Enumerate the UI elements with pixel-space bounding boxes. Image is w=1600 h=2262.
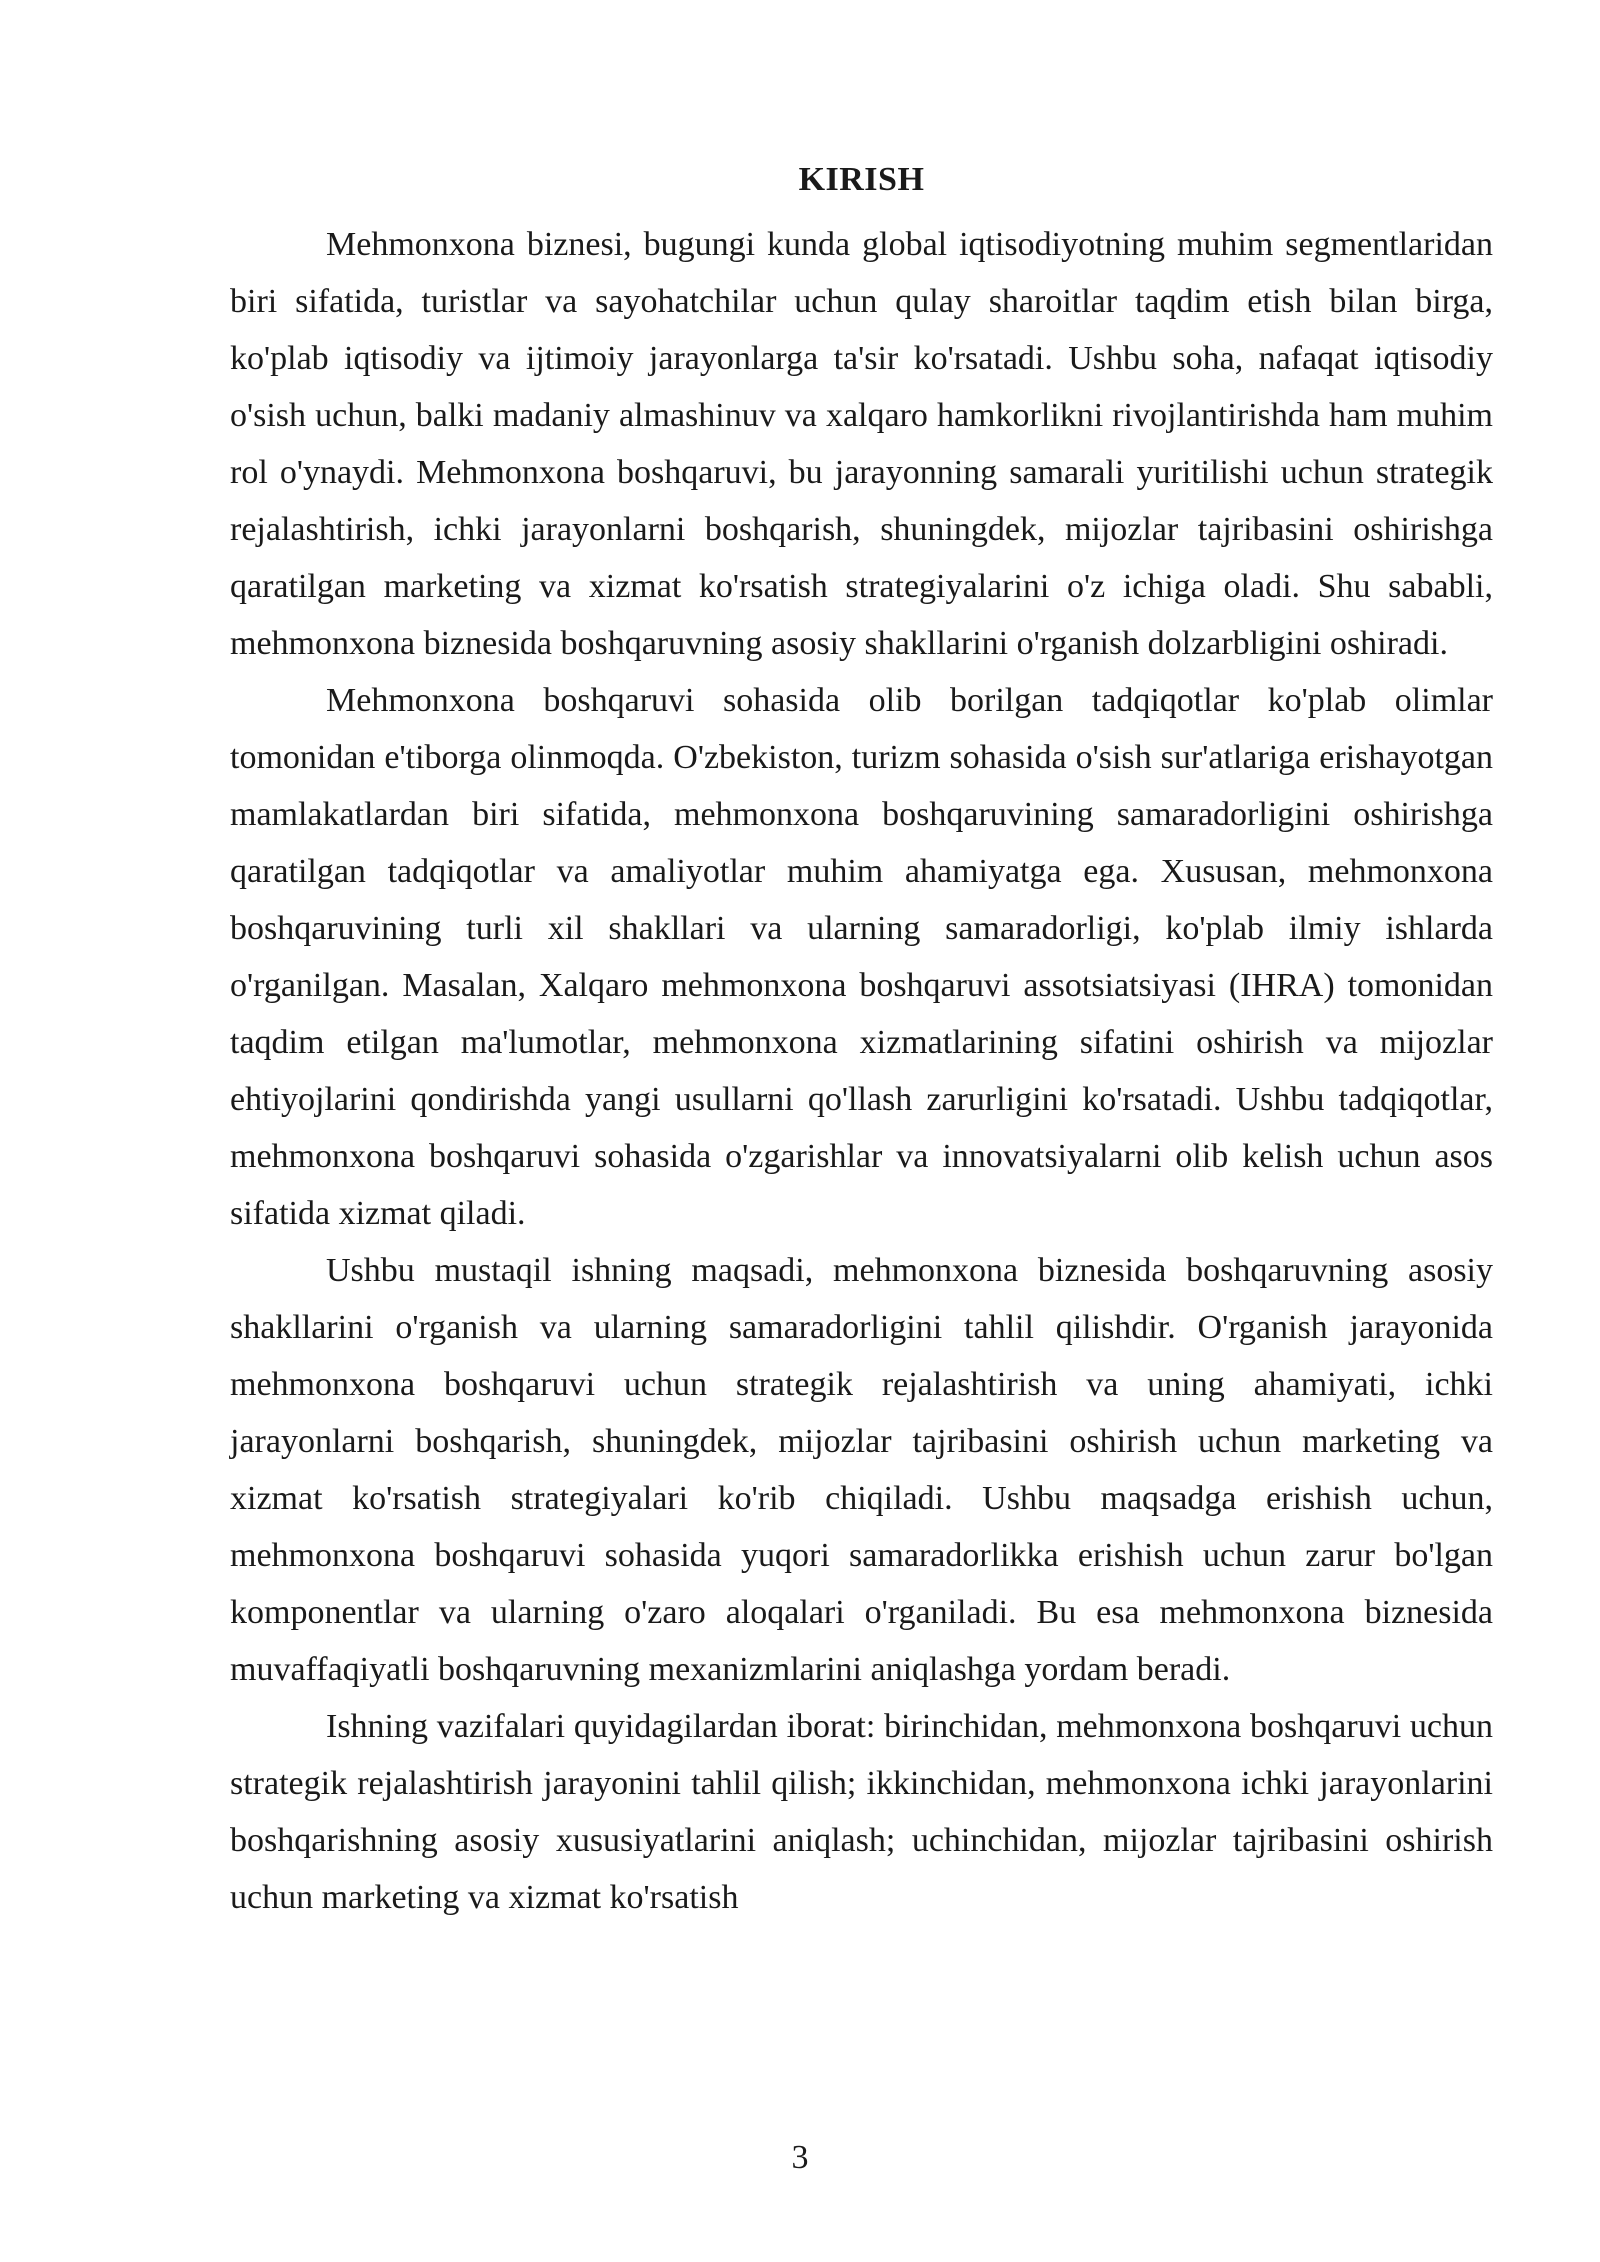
paragraph-3: Ushbu mustaqil ishning maqsadi, mehmonxona biznesida boshqaruvning asosiy shakllarini o'rganish va ularning samaradorligini tahlil qilishdir. O'rganish jarayonida mehmonxona boshqaruvi uchun strategik rejalashtirish va uning ahamiyati, ichki jarayonlarni boshqarish, shuningdek, mijozlar tajribasini oshirish uchun marketing va xizmat ko'rsatish strategiyalari ko'rib chiqiladi. Ushbu maqsadga erishish uchun, mehmonxona boshqaruvi sohasida yuqori samaradorlikka erishish uchun zarur bo'lgan komponentlar va ularning o'zaro aloqalari o'rganiladi. Bu esa mehmonxona biznesida muvaffaqiyatli boshqaruvning mexanizmlarini aniqlashga yordam beradi. — [230, 1252, 1493, 1688]
page-number: 3 — [791, 2139, 809, 2176]
paragraph-2: Mehmonxona boshqaruvi sohasida olib borilgan tadqiqotlar ko'plab olimlar tomonidan e'tiborga olinmoqda. O'zbekiston, turizm sohasida o'sish sur'atlariga erishayotgan mamlakatlardan biri sifatida, mehmonxona boshqaruvining samaradorligini oshirishga qaratilgan tadqiqotlar va amaliyotlar muhim ahamiyatga ega. Xususan, mehmonxona boshqaruvining turli xil shakllari va ularning samaradorligi, ko'plab ilmiy ishlarda o'rganilgan. Masalan, Xalqaro mehmonxona boshqaruvi assotsiatsiyasi (IHRA) tomonidan taqdim etilgan ma'lumotlar, mehmonxona xizmatlarining sifatini oshirish va mijozlar ehtiyojlarini qondirishda yangi usullarni qo'llash zarurligini ko'rsatadi. Ushbu tadqiqotlar, mehmonxona boshqaruvi sohasida o'zgarishlar va innovatsiyalarni olib kelish uchun asos sifatida xizmat qiladi. — [230, 682, 1493, 1232]
paragraph-4: Ishning vazifalari quyidagilardan iborat: birinchidan, mehmonxona boshqaruvi uchun strategik rejalashtirish jarayonini tahlil qilish; ikkinchidan, mehmonxona ichki jarayonlarini boshqarishning asosiy xususiyatlarini aniqlash; uchinchidan, mijozlar tajribasini oshirish uchun marketing va xizmat ko'rsatish — [230, 1708, 1493, 1916]
paragraph-1: Mehmonxona biznesi, bugungi kunda global iqtisodiyotning muhim segmentlaridan biri sifatida, turistlar va sayohatchilar uchun qulay sharoitlar taqdim etish bilan birga, ko'plab iqtisodiy va ijtimoiy jarayonlarga ta'sir ko'rsatadi. Ushbu soha, nafaqat iqtisodiy o'sish uchun, balki madaniy almashinuv va xalqaro hamkorlikni rivojlantirishda ham muhim rol o'ynaydi. Mehmonxona boshqaruvi, bu jarayonning samarali yuritilishi uchun strategik rejalashtirish, ichki jarayonlarni boshqarish, shuningdek, mijozlar tajribasini oshirishga qaratilgan marketing va xizmat ko'rsatish strategiyalarini o'z ichiga oladi. Shu sababli, mehmonxona biznesida boshqaruvning asosiy shakllarini o'rganish dolzarbligini oshiradi. — [230, 226, 1493, 662]
page-title: KIRISH — [798, 161, 925, 198]
document-page — [230, 160, 1493, 1926]
